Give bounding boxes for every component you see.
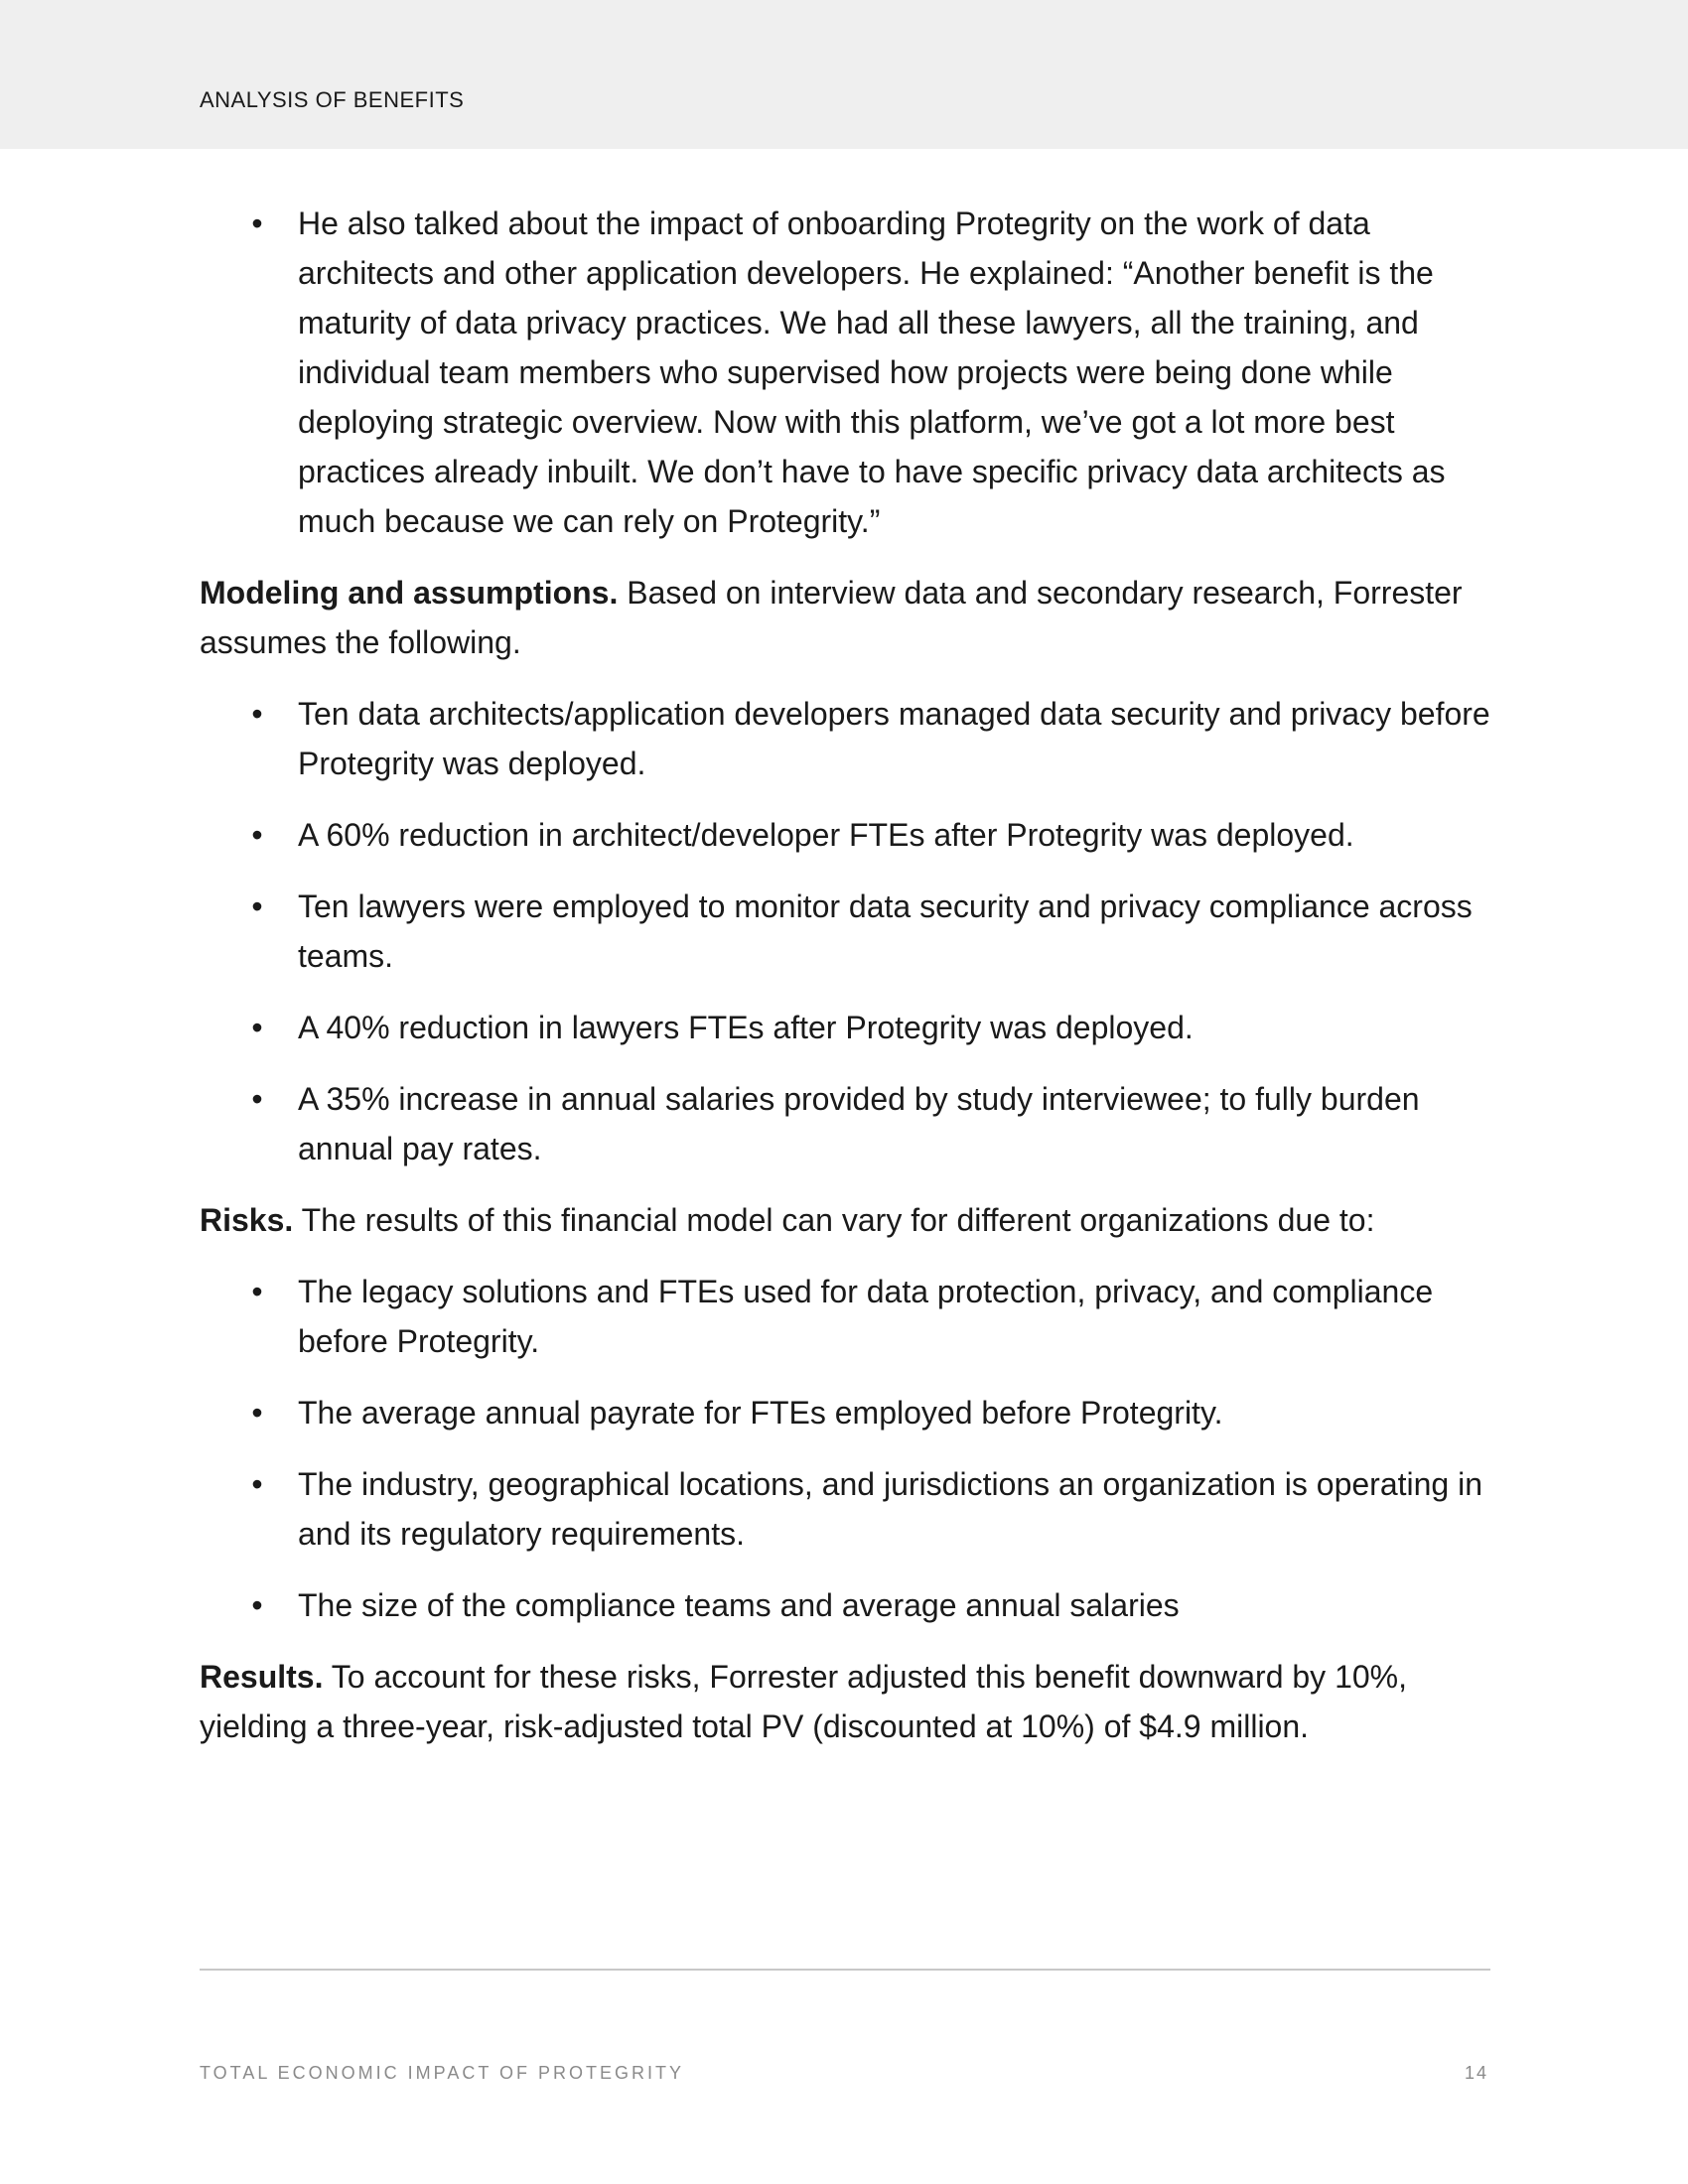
list-item: [200, 810, 1490, 860]
bullet-icon: •: [251, 817, 263, 853]
list-item-text: A 60% reduction in architect/developer FTEs after Protegrity was deployed.: [298, 817, 1354, 853]
list-item-text: A 35% increase in annual salaries provided by study interviewee; to fully burden annual pay rates.: [298, 1081, 1420, 1166]
list-item: [200, 1459, 1490, 1559]
assumptions-list: [200, 689, 1490, 1173]
bullet-icon: •: [251, 1081, 263, 1117]
risks-list: [200, 1267, 1490, 1630]
list-item: [200, 1580, 1490, 1630]
list-item: [200, 1388, 1490, 1437]
list-item-text: The size of the compliance teams and average annual salaries: [298, 1587, 1180, 1623]
results-text: To account for these risks, Forrester adjusted this benefit downward by 10%, yielding a three-year, risk-adjusted total PV (discounted at 10%) of $4.9 million.: [200, 1659, 1407, 1744]
bullet-icon: •: [251, 205, 263, 241]
list-item: [200, 1074, 1490, 1173]
bullet-icon: •: [251, 1274, 263, 1309]
list-item-text: He also talked about the impact of onboarding Protegrity on the work of data architects and other application developers. He explained: “Another benefit is the maturity of data privacy practices. We had all these lawyers, all the training, and individual team members who supervised how projects were being done while deploying strategic overview. Now with this platform, we’ve got a lot more best practices already inbuilt. We don’t have to have specific privacy data architects as much because we can rely on Protegrity.”: [298, 205, 1446, 539]
footer-divider: [200, 1969, 1490, 1971]
list-item: [200, 199, 1490, 546]
page-header: [0, 0, 1688, 149]
bullet-icon: •: [251, 888, 263, 924]
list-item-text: The average annual payrate for FTEs employed before Protegrity.: [298, 1395, 1223, 1431]
list-item: [200, 689, 1490, 788]
modeling-heading: Modeling and assumptions.: [200, 575, 619, 611]
list-item: [200, 1267, 1490, 1366]
results-heading: Results.: [200, 1659, 324, 1695]
page-number: 14: [1464, 2063, 1488, 2083]
page-body: [200, 199, 1490, 1773]
list-item-text: Ten data architects/application developers managed data security and privacy before Protegrity was deployed.: [298, 696, 1490, 781]
list-item-text: Ten lawyers were employed to monitor data security and privacy compliance across teams.: [298, 888, 1473, 974]
risks-paragraph: [200, 1195, 1490, 1245]
list-item-text: A 40% reduction in lawyers FTEs after Protegrity was deployed.: [298, 1010, 1194, 1045]
section-label: ANALYSIS OF BENEFITS: [200, 87, 465, 112]
bullet-icon: •: [251, 696, 263, 732]
footer-title: TOTAL ECONOMIC IMPACT OF PROTEGRITY: [200, 2063, 685, 2083]
list-item-text: The industry, geographical locations, and jurisdictions an organization is operating in and its regulatory requirements.: [298, 1466, 1482, 1552]
results-paragraph: [200, 1652, 1490, 1751]
intro-bullet-list: [200, 199, 1490, 546]
risks-text: The results of this financial model can vary for different organizations due to:: [293, 1202, 1375, 1238]
list-item-text: The legacy solutions and FTEs used for data protection, privacy, and compliance before Protegrity.: [298, 1274, 1434, 1359]
list-item: [200, 882, 1490, 981]
bullet-icon: •: [251, 1466, 263, 1502]
modeling-text: Based on interview data and secondary research, Forrester assumes the following.: [200, 575, 1463, 660]
bullet-icon: •: [251, 1587, 263, 1623]
modeling-paragraph: [200, 568, 1490, 667]
bullet-icon: •: [251, 1010, 263, 1045]
risks-heading: Risks.: [200, 1202, 294, 1238]
bullet-icon: •: [251, 1395, 263, 1431]
list-item: [200, 1003, 1490, 1052]
